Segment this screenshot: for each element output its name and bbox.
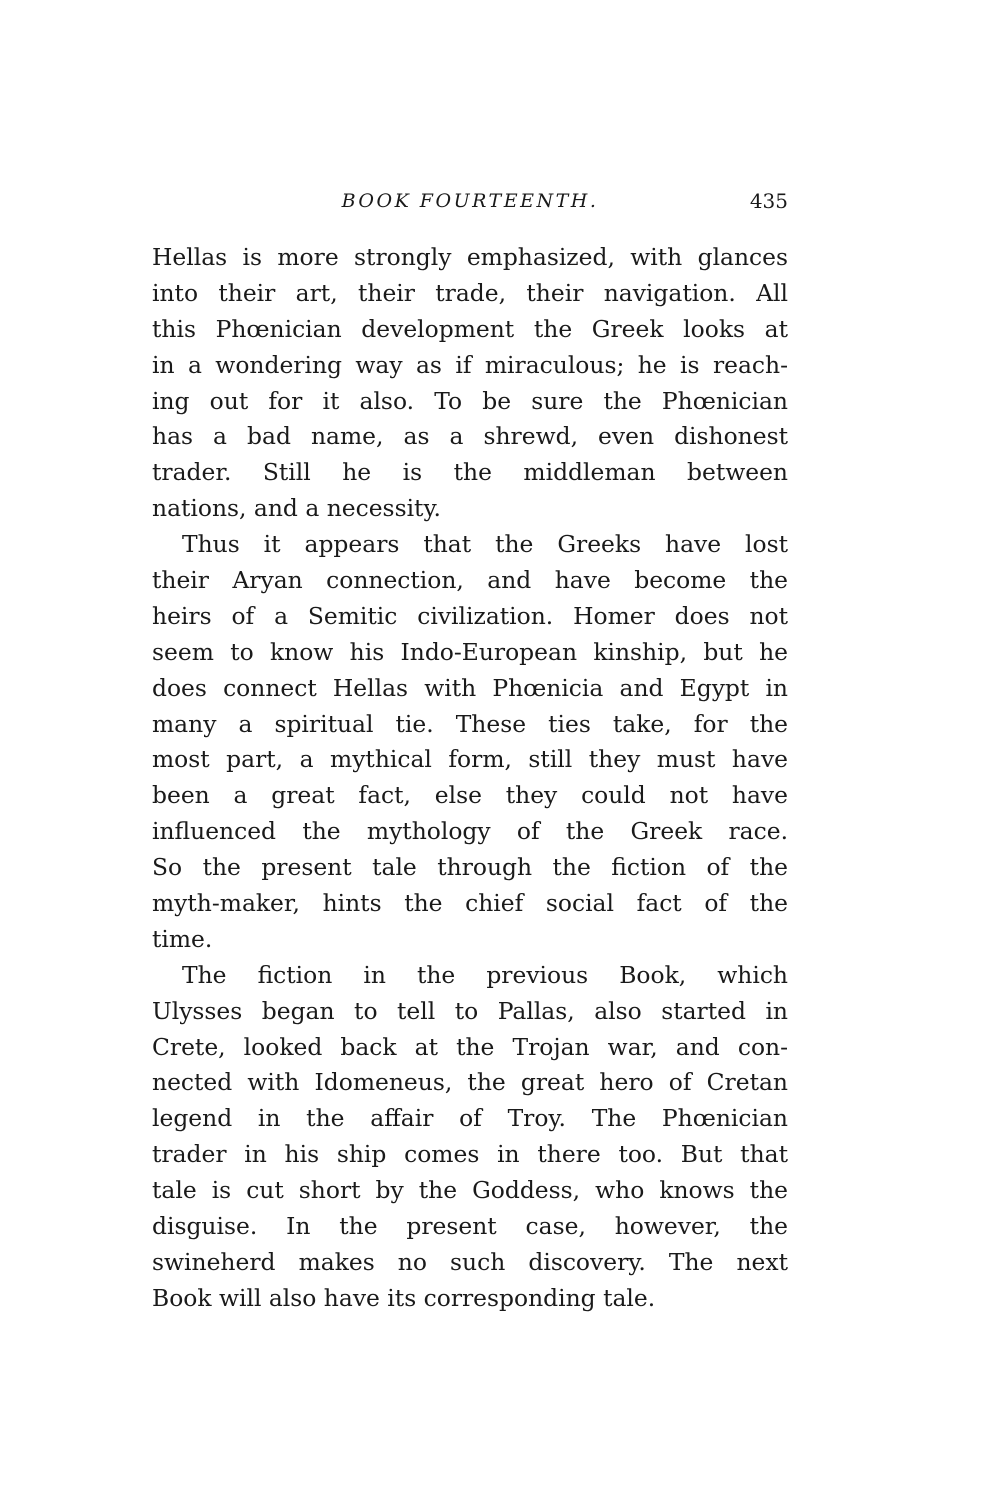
text-line: seem to know his Indo-European kinship, but he <box>152 637 788 666</box>
text-line: disguise. In the present case, however, the <box>152 1212 788 1241</box>
text-line: nations, and a necessity. <box>152 494 441 523</box>
text-line: time. <box>152 924 213 953</box>
text-line: trader in his ship comes in there too. But that <box>152 1140 788 1169</box>
text-line: myth-maker, hints the chief social fact of the <box>152 889 788 918</box>
text-line: influenced the mythology of the Greek race. <box>152 817 788 846</box>
paragraph <box>152 240 788 527</box>
text-line: heirs of a Semitic civilization. Homer does not <box>152 601 788 630</box>
text-line: their Aryan connection, and have become the <box>152 566 788 595</box>
text-line: trader. Still he is the middleman between <box>152 458 788 487</box>
running-head <box>152 186 788 216</box>
text-line: in a wondering way as if miraculous; he is reach- <box>152 350 788 379</box>
page-number: 435 <box>749 189 788 213</box>
text-line: been a great fact, else they could not have <box>152 781 788 810</box>
text-line: Thus it appears that the Greeks have lost <box>182 530 788 559</box>
text-line: Hellas is more strongly emphasized, with glances <box>152 243 788 271</box>
body-text <box>152 240 788 1317</box>
running-title: BOOK FOURTEENTH. <box>341 190 599 212</box>
text-line: this Phœnician development the Greek looks at <box>152 314 788 343</box>
text-line: most part, a mythical form, still they must have <box>152 745 788 774</box>
text-line: has a bad name, as a shrewd, even dishonest <box>152 422 788 451</box>
paragraph <box>152 958 788 1317</box>
text-line: Ulysses began to tell to Pallas, also started in <box>152 996 788 1025</box>
text-line: does connect Hellas with Phœnicia and Egypt in <box>152 673 788 702</box>
paragraph <box>152 527 788 958</box>
text-line: Crete, looked back at the Trojan war, and con- <box>152 1032 788 1061</box>
text-line: nected with Idomeneus, the great hero of Cretan <box>152 1068 788 1097</box>
text-line: many a spiritual tie. These ties take, for the <box>152 709 788 738</box>
text-line: into their art, their trade, their navigation. All <box>152 278 788 307</box>
text-line: legend in the affair of Troy. The Phœnician <box>152 1104 788 1133</box>
text-line: ing out for it also. To be sure the Phœnician <box>152 386 788 415</box>
text-line: So the present tale through the fiction of the <box>152 853 788 882</box>
text-line: tale is cut short by the Goddess, who knows the <box>152 1176 788 1205</box>
text-line: The fiction in the previous Book, which <box>182 960 788 989</box>
text-line: swineherd makes no such discovery. The next <box>152 1247 788 1276</box>
text-line: Book will also have its corresponding tale. <box>152 1283 656 1312</box>
